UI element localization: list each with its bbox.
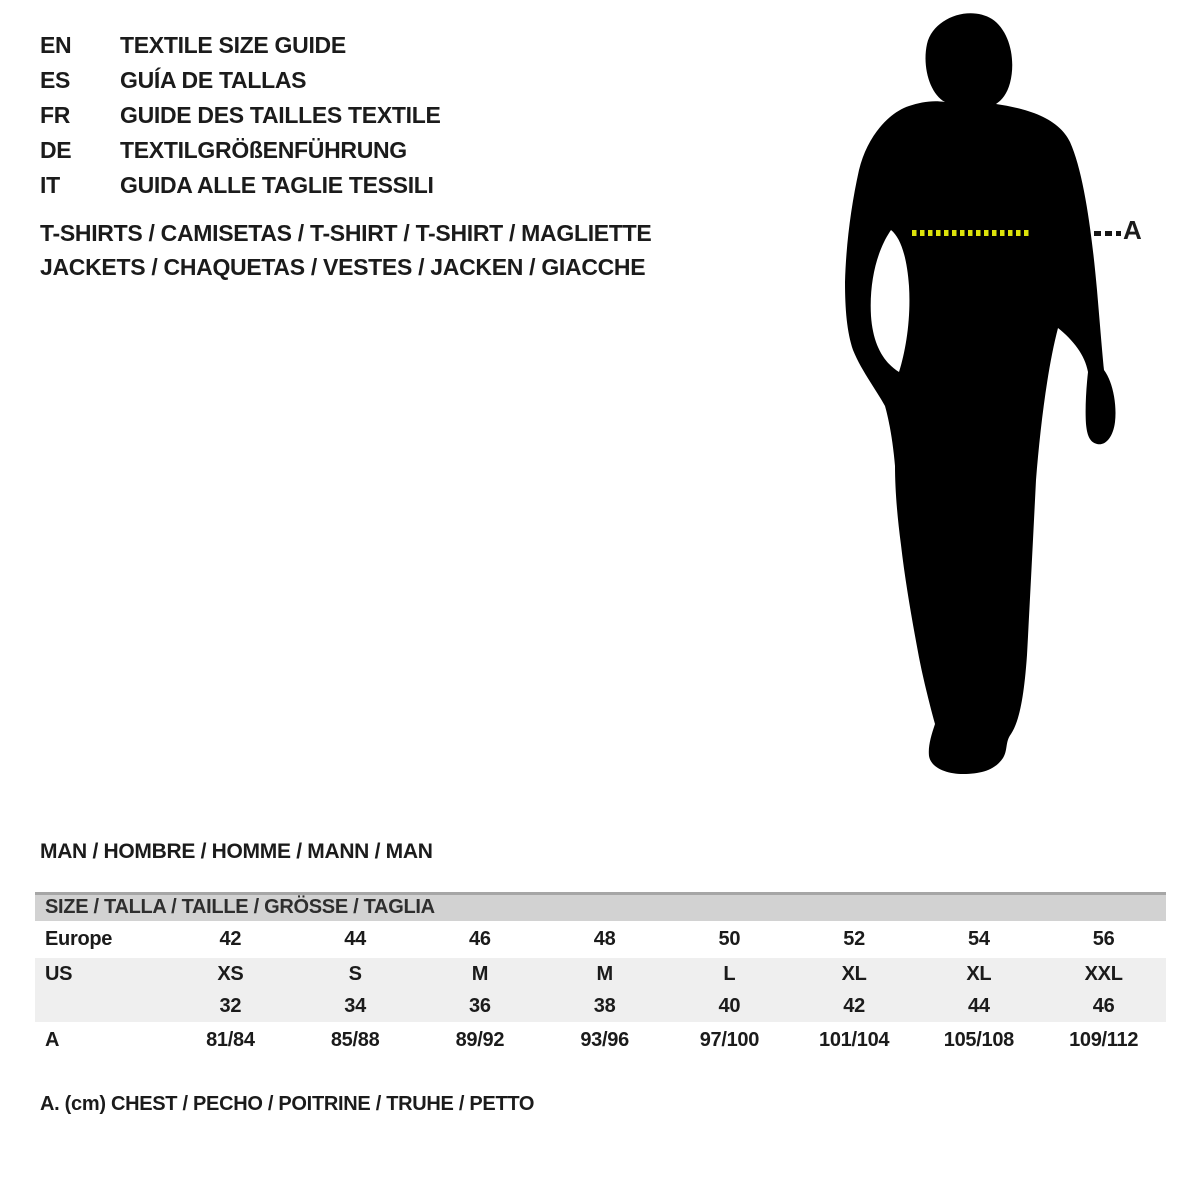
language-title: GUIDE DES TAILLES TEXTILE xyxy=(120,102,441,128)
size-value-cell: 46 xyxy=(469,928,491,950)
language-title: TEXTILE SIZE GUIDE xyxy=(120,32,346,58)
size-value-cell: 46 xyxy=(1092,994,1115,1017)
size-value-cell: 42 xyxy=(843,994,865,1017)
size-value-cell: XXL xyxy=(1084,962,1123,985)
size-value-cell: L xyxy=(723,962,736,985)
size-value-cell: 50 xyxy=(718,928,741,950)
size-value-cell: 101/104 xyxy=(819,1029,890,1051)
language-code: ES xyxy=(40,67,71,93)
size-value-cell: S xyxy=(348,962,362,985)
size-value-cell: 32 xyxy=(219,994,242,1017)
size-table-header: SIZE / TALLA / TAILLE / GRÖSSE / TAGLIA xyxy=(35,892,1166,921)
size-value-cell: 48 xyxy=(593,928,616,950)
chest-marker-label: A xyxy=(1123,215,1142,245)
size-value-cell: 34 xyxy=(344,994,366,1017)
language-code: FR xyxy=(40,102,71,128)
size-value-cell: 54 xyxy=(968,928,990,950)
size-value-cell: 40 xyxy=(718,994,741,1017)
size-value-cell: 93/96 xyxy=(580,1029,629,1051)
size-value-cell: 89/92 xyxy=(455,1029,505,1051)
language-code: EN xyxy=(40,32,72,58)
table-row xyxy=(35,990,1166,1022)
size-value-cell: 97/100 xyxy=(699,1029,760,1051)
language-code: IT xyxy=(40,172,60,198)
size-value-cell: XL xyxy=(966,962,992,985)
size-value-cell: 56 xyxy=(1092,928,1115,950)
language-title: TEXTILGRÖßENFÜHRUNG xyxy=(120,137,407,163)
row-label: US xyxy=(45,962,73,985)
table-row xyxy=(35,1022,1166,1059)
size-value-cell: 44 xyxy=(968,994,990,1017)
section-heading-man: MAN / HOMBRE / HOMME / MANN / MAN xyxy=(40,840,433,863)
size-value-cell: 85/88 xyxy=(330,1029,380,1051)
language-title: GUIDA ALLE TAGLIE TESSILI xyxy=(120,172,434,198)
row-label: A xyxy=(45,1029,60,1051)
man-silhouette-image xyxy=(845,10,1125,790)
size-value-cell: 44 xyxy=(344,928,366,950)
size-value-cell: 81/84 xyxy=(206,1029,255,1051)
size-value-cell: 42 xyxy=(219,928,242,950)
language-title: GUÍA DE TALLAS xyxy=(120,67,307,93)
measurement-footnote: A. (cm) CHEST / PECHO / POITRINE / TRUHE / PETTO xyxy=(40,1093,535,1115)
size-value-cell: 52 xyxy=(843,928,865,950)
chest-measure-dotted-line xyxy=(912,230,1032,236)
size-value-cell: M xyxy=(471,962,489,985)
size-value-cell: 105/108 xyxy=(943,1029,1014,1051)
language-code: DE xyxy=(40,137,72,163)
size-value-cell: M xyxy=(596,962,613,985)
category-line-jackets: JACKETS / CHAQUETAS / VESTES / JACKEN / GIACCHE xyxy=(40,254,646,280)
size-value-cell: XL xyxy=(841,962,867,985)
size-table xyxy=(35,921,1166,1059)
size-value-cell: 36 xyxy=(469,994,491,1017)
row-label: Europe xyxy=(45,928,113,950)
size-value-cell: 109/112 xyxy=(1069,1029,1139,1051)
size-value-cell: XS xyxy=(217,962,244,985)
size-value-cell: 38 xyxy=(593,994,616,1017)
marker-leader-line xyxy=(1094,231,1121,236)
category-line-tshirts: T-SHIRTS / CAMISETAS / T-SHIRT / T-SHIRT / MAGLIETTE xyxy=(40,220,652,246)
table-row xyxy=(35,958,1166,990)
table-row xyxy=(35,921,1166,958)
